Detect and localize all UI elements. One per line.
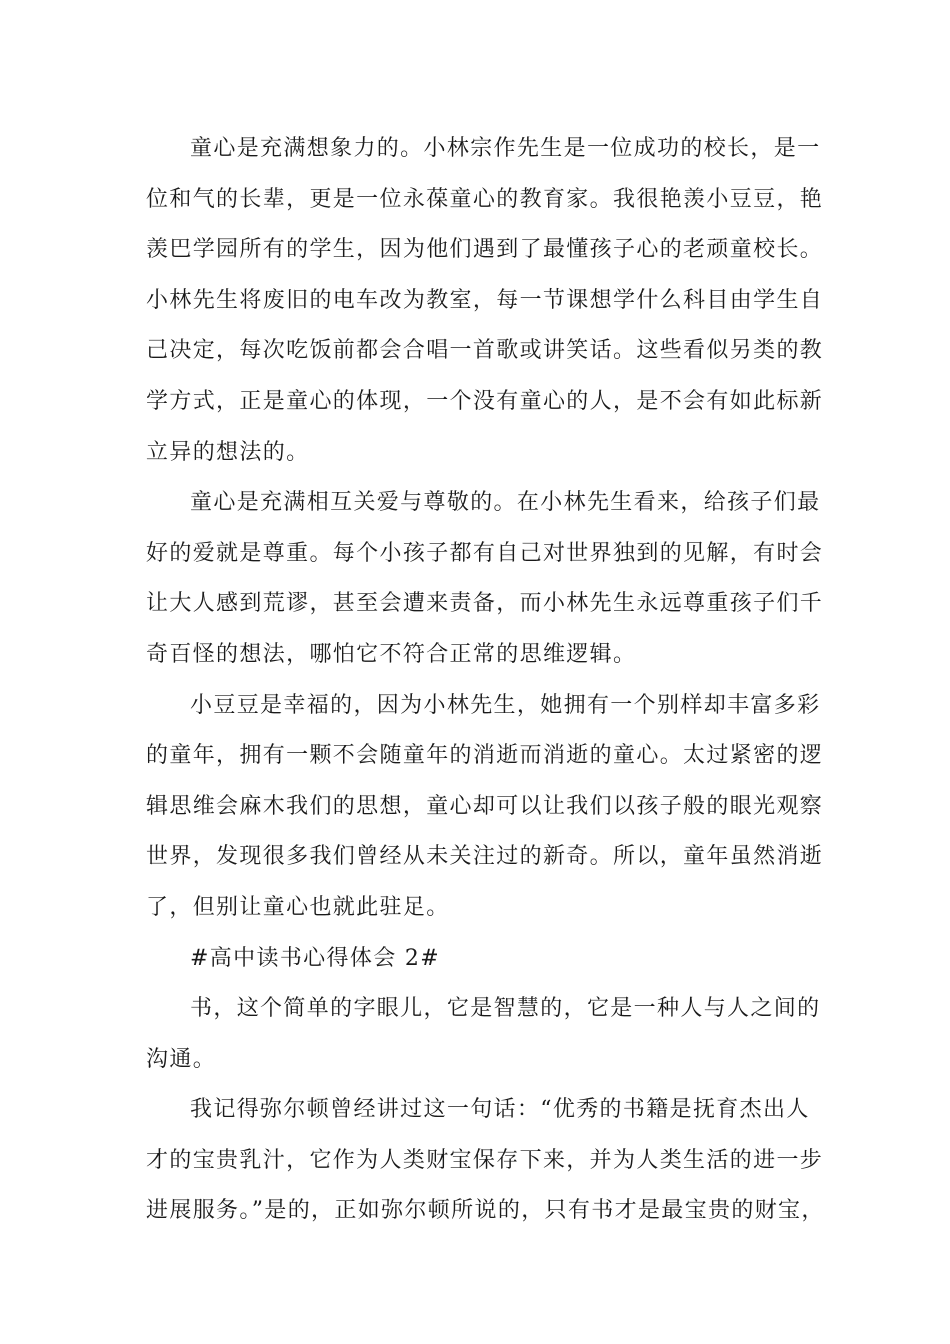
text-line: 好的爱就是尊重。每个小孩子都有自己对世界独到的见解，有时会 (146, 540, 824, 566)
paragraph-1 (146, 124, 824, 478)
text-line: 童心是充满相互关爱与尊敬的。在小林先生看来，给孩子们最 (190, 490, 821, 516)
text-line: 书，这个简单的字眼儿，它是智慧的，它是一种人与人之间的 (190, 996, 821, 1022)
text-line: 进展服务。”是的，正如弥尔顿所说的，只有书才是最宝贵的财宝， (146, 1198, 825, 1224)
text-line: 立异的想法的。 (146, 439, 310, 465)
text-line: 世界，发现很多我们曾经从未关注过的新奇。所以，童年虽然消逝 (146, 844, 824, 870)
text-line: 的童年，拥有一颗不会随童年的消逝而消逝的童心。太过紧密的逻 (146, 743, 824, 769)
document-body (146, 124, 825, 1237)
text-line: 羡巴学园所有的学生，因为他们遇到了最懂孩子心的老顽童校长。 (146, 237, 824, 263)
section-heading (146, 934, 818, 985)
paragraph-2 (146, 478, 824, 680)
text-line: 小林先生将废旧的电车改为教室，每一节课想学什么科目由学生自 (146, 287, 824, 313)
text-line: 了，但别让童心也就此驻足。 (146, 894, 450, 920)
text-line: 我记得弥尔顿曾经讲过这一句话：“优秀的书籍是抚育杰出人 (190, 1097, 810, 1123)
text-line: 让大人感到荒谬，甚至会遭来责备，而小林先生永远尊重孩子们千 (146, 591, 824, 617)
text-line: 小豆豆是幸福的，因为小林先生，她拥有一个别样却丰富多彩 (190, 692, 821, 718)
text-line: 童心是充满想象力的。小林宗作先生是一位成功的校长，是一 (190, 136, 821, 161)
text-line: 沟通。 (146, 1046, 217, 1072)
text-line: #高中读书心得体会 2# (190, 945, 441, 971)
text-line: 学方式，正是童心的体现，一个没有童心的人，是不会有如此标新 (146, 388, 824, 414)
text-line: 位和气的长辈，更是一位永葆童心的教育家。我很艳羡小豆豆，艳 (146, 186, 824, 212)
text-line: 奇百怪的想法，哪怕它不符合正常的思维逻辑。 (146, 641, 637, 667)
paragraph-5 (146, 1085, 825, 1237)
paragraph-3 (146, 681, 824, 934)
paragraph-4 (146, 984, 821, 1085)
text-line: 辑思维会麻木我们的思想，童心却可以让我们以孩子般的眼光观察 (146, 793, 824, 819)
text-line: 才的宝贵乳汁，它作为人类财宝保存下来，并为人类生活的进一步 (146, 1147, 824, 1173)
text-line: 己决定，每次吃饭前都会合唱一首歌或讲笑话。这些看似另类的教 (146, 338, 824, 364)
